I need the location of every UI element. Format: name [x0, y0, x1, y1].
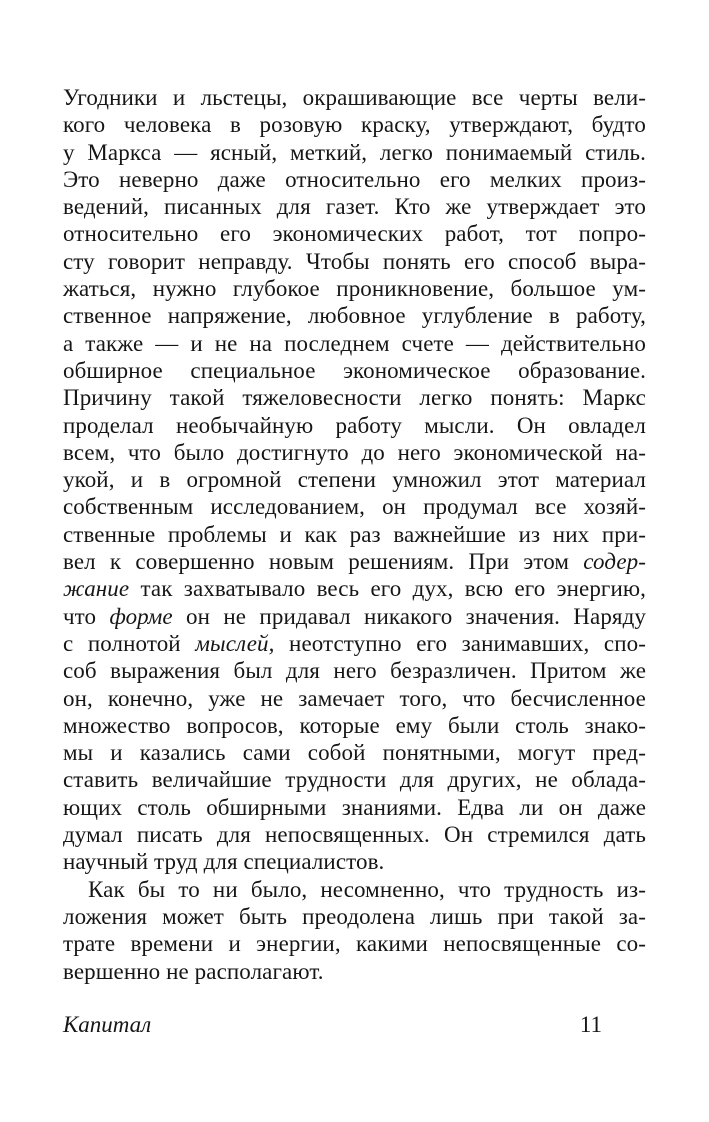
page-number: 11: [579, 1012, 602, 1037]
text-line: укой, и в огромной степени умножил этот материал: [63, 467, 646, 493]
italic-text: содер-: [583, 549, 646, 575]
text-line: ложения может быть преодолена лишь при такой за-: [63, 903, 646, 929]
body-text: [63, 84, 646, 985]
text-line: Угодники и льстецы, окрашивающие все черты вели-: [63, 85, 646, 110]
text-line: кого человека в розовую краску, утверждают, будто: [63, 112, 646, 138]
running-title: Капитал: [63, 1012, 152, 1037]
text-line: сту говорит неправду. Чтобы понять его способ выра-: [63, 248, 646, 274]
text-line: ющих столь обширными знаниями. Едва ли он даже: [63, 794, 646, 820]
text-line: Это неверно даже относительно его мелких произ-: [63, 166, 646, 192]
italic-text: жание: [63, 576, 130, 602]
text-line: обширное специальное экономическое образование.: [63, 357, 646, 383]
text-line: он, конечно, уже не замечает того, что бесчисленное: [63, 685, 646, 711]
text-line: жаться, нужно глубокое проникновение, большое ум-: [63, 276, 646, 302]
text-line: а также — и не на последнем счете — действительно: [63, 330, 646, 356]
text-line: ведений, писанных для газет. Кто же утверждает это: [63, 194, 646, 220]
text-line: Причину такой тяжеловесности легко понять: Маркс: [63, 385, 646, 411]
text-line: ственные проблемы и как раз важнейшие из них при-: [63, 521, 646, 547]
text-line: множество вопросов, которые ему были столь знако-: [63, 712, 646, 738]
text-line: ственное напряжение, любовное углубление в работу,: [63, 303, 646, 329]
text-line: соб выражения был для него безразличен. Притом же: [63, 658, 646, 684]
text-line: Как бы то ни было, несомненно, что трудность из-: [88, 876, 646, 902]
text-line: всем, что было достигнуто до него экономической на-: [63, 439, 646, 465]
text-line: у Маркса — ясный, меткий, легко понимаемый стиль.: [63, 139, 646, 165]
text-line: собственным исследованием, он продумал все хозяй-: [63, 494, 646, 520]
text-line: проделал необычайную работу мысли. Он овладел: [63, 412, 646, 438]
text-line: вел к совершенно новым решениям. При этом содер-: [63, 549, 646, 575]
text-line: мы и казались сами собой понятными, могут пред-: [63, 740, 646, 766]
text-line: вершенно не располагают.: [63, 958, 324, 984]
paragraph: [63, 84, 646, 876]
text-line: трате времени и энергии, какими непосвященные со-: [63, 931, 646, 957]
page-footer: [63, 1011, 646, 1038]
text-line: думал писать для непосвященных. Он стремился дать: [63, 822, 646, 848]
text-line: научный труд для специалистов.: [63, 849, 385, 875]
text-line: с полнотой мыслей, неотступно его занимавших, спо-: [63, 630, 646, 656]
text-line: относительно его экономических работ, тот попро-: [63, 221, 646, 247]
text-line: что форме он не придавал никакого значения. Наряду: [63, 603, 647, 629]
text-line: ставить величайшие трудности для других, не облада-: [63, 767, 646, 793]
text-line: жание так захватывало весь его дух, всю его энергию,: [63, 576, 646, 602]
italic-text: форме: [109, 603, 173, 629]
paragraph: [63, 876, 646, 985]
italic-text: мыслей,: [195, 630, 275, 656]
